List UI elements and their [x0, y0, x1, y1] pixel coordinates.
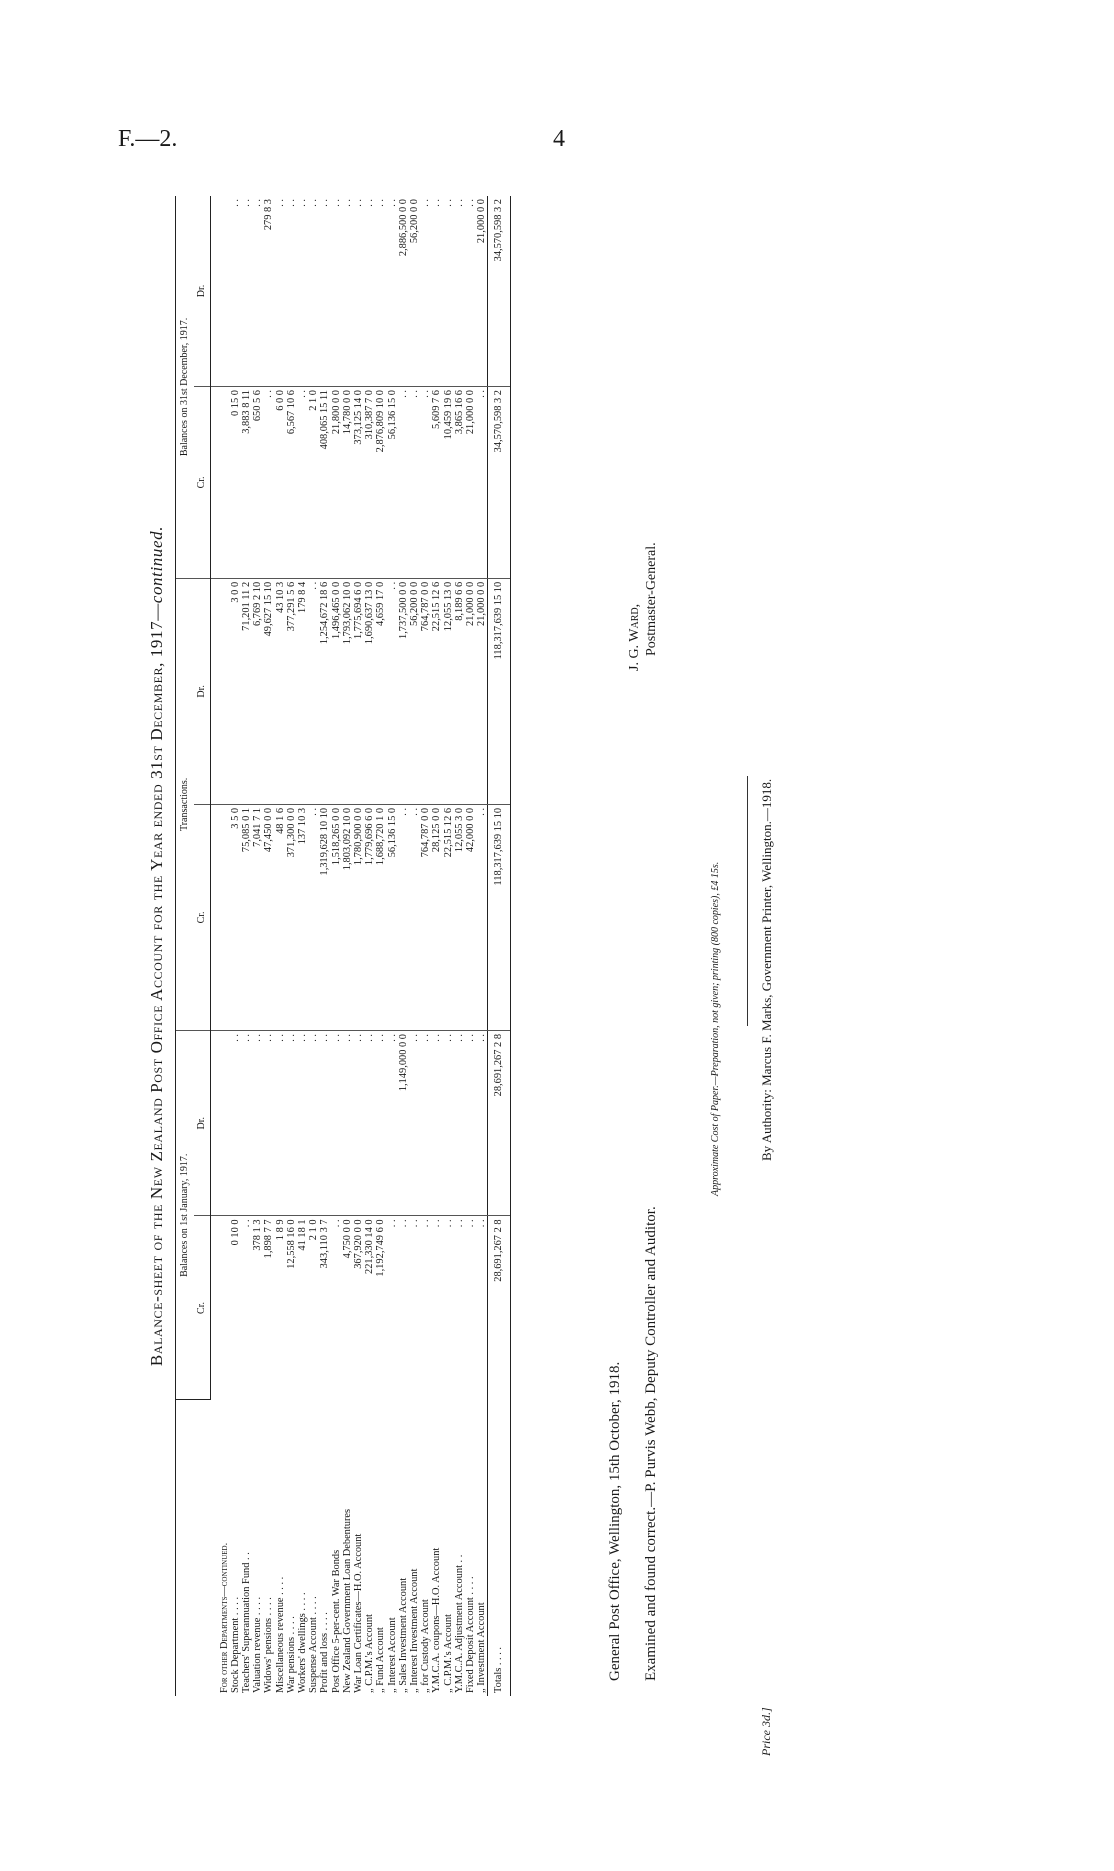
row-label: Y.M.C.A. Adjustment Account . .: [453, 1554, 465, 1693]
amount-cell: . .: [476, 1030, 488, 1215]
row-label: „ Interest Account: [386, 1617, 398, 1693]
amount-cell: 1,688,720 1 0: [375, 804, 386, 1030]
amount-cell: . .: [342, 1030, 353, 1215]
amount-cell: 1,737,500 0 0: [398, 578, 409, 804]
amount-cell: 21,000 0 0: [476, 578, 488, 804]
amount-cell: . .: [330, 1219, 342, 1228]
subheader-cr: Cr.: [194, 1216, 211, 1400]
total-amount: 118,317,639 15 10: [488, 804, 510, 1030]
page-number: 4: [553, 126, 565, 152]
amount-cell: . .: [464, 1219, 476, 1228]
amount-cell: . .: [420, 1030, 431, 1215]
group-header-transactions: Transactions.: [176, 578, 195, 1030]
amount-cell: . .: [319, 196, 330, 387]
amount-cell: [211, 196, 230, 387]
amount-cell: . .: [230, 196, 241, 387]
amount-cell: 367,920 0 0: [352, 1219, 364, 1269]
amount-cell: . .: [386, 1219, 398, 1228]
amount-cell: 71,201 11 2: [241, 578, 252, 804]
amount-cell: . .: [420, 196, 431, 387]
row-label: „ Investment Account: [476, 1602, 488, 1693]
amount-cell: 42,000 0 0: [465, 804, 476, 1030]
office-date-line: General Post Office, Wellington, 15th October, 1918.: [607, 1361, 623, 1681]
subheader-cr: Cr.: [194, 387, 211, 579]
amount-cell: 764,787 0 0: [420, 578, 431, 804]
totals-row: [488, 196, 510, 1696]
total-amount: 28,691,267 2 8: [488, 1216, 510, 1400]
amount-cell: . .: [398, 804, 409, 1030]
amount-cell: 1,149,000 0 0: [398, 1030, 409, 1215]
total-amount: 28,691,267 2 8: [488, 1030, 510, 1215]
amount-cell: . .: [353, 196, 364, 387]
amount-cell: . .: [443, 1030, 454, 1215]
amount-cell: . .: [465, 196, 476, 387]
amount-cell: . .: [353, 1030, 364, 1215]
row-label: For other Departments—continued.: [218, 1542, 230, 1693]
subheader-dr: Dr.: [194, 196, 211, 387]
table-row: [375, 196, 386, 1696]
amount-cell: . .: [297, 196, 308, 387]
amount-cell: 2 1 0: [308, 1219, 320, 1241]
table-row: [308, 196, 319, 1696]
amount-cell: . .: [375, 1030, 386, 1215]
amount-cell: 764,787 0 0: [420, 804, 431, 1030]
amount-cell: 56,200 0 0: [409, 578, 420, 804]
amount-cell: . .: [275, 1030, 286, 1215]
amount-cell: 1,496,465 0 0: [331, 578, 342, 804]
table-row: [398, 196, 409, 1696]
amount-cell: . .: [319, 1030, 330, 1215]
amount-cell: 3 0 0: [230, 578, 241, 804]
amount-cell: . .: [431, 1030, 442, 1215]
amount-cell: . .: [240, 1219, 252, 1228]
amount-cell: 7,041 7 1: [252, 804, 263, 1030]
amount-cell: . .: [308, 804, 319, 1030]
amount-cell: . .: [241, 196, 252, 387]
amount-cell: . .: [465, 1030, 476, 1215]
amount-cell: . .: [409, 387, 420, 579]
amount-cell: . .: [476, 804, 488, 1030]
table-row: [211, 196, 230, 1696]
row-label: „ Sales Investment Account: [397, 1577, 409, 1693]
amount-cell: . .: [241, 1030, 252, 1215]
row-label: Suspense Account . . . .: [308, 1596, 320, 1693]
document-reference: F.—2.: [118, 126, 178, 152]
particulars-header: [176, 1400, 211, 1696]
amount-cell: . .: [263, 1030, 274, 1215]
amount-cell: . .: [263, 387, 274, 579]
amount-cell: . .: [420, 1219, 432, 1228]
amount-cell: . .: [286, 1030, 297, 1215]
amount-cell: 49,627 15 10: [263, 578, 274, 804]
examined-line: Examined and found correct.—P. Purvis Webb, Deputy Controller and Auditor.: [643, 1206, 659, 1681]
row-label: Teachers' Superannuation Fund . .: [240, 1552, 252, 1693]
table-row: [263, 196, 274, 1696]
amount-cell: 43 10 3: [275, 578, 286, 804]
amount-cell: . .: [252, 196, 263, 387]
amount-cell: [211, 804, 230, 1030]
row-label: Post Office 5-per-cent. War Bonds: [330, 1549, 342, 1693]
amount-cell: 650 5 6: [252, 387, 263, 579]
amount-cell: 21,000 0 0: [465, 578, 476, 804]
amount-cell: 1,319,628 10 10: [319, 804, 330, 1030]
amount-cell: [211, 1030, 230, 1215]
amount-cell: . .: [443, 196, 454, 387]
title-continued: continued.: [147, 525, 166, 604]
amount-cell: 371,300 0 0: [286, 804, 297, 1030]
table-row: [319, 196, 330, 1696]
table-row: [297, 196, 308, 1696]
amount-cell: 22,515 12 6: [443, 804, 454, 1030]
row-label: Workers' dwellings . . . .: [296, 1592, 308, 1693]
table-row: [364, 196, 375, 1696]
table-row: [443, 196, 454, 1696]
table-row: [252, 196, 263, 1696]
amount-cell: 221,330 14 0: [364, 1219, 376, 1274]
row-label: War pensions . . . .: [285, 1616, 297, 1693]
table-row: [420, 196, 431, 1696]
amount-cell: . .: [387, 578, 398, 804]
table-row: [331, 196, 342, 1696]
amount-cell: 0 15 0: [230, 387, 241, 579]
row-label: „ C.P.M.'s Account: [442, 1614, 454, 1693]
total-amount: 34,570,598 3 2: [488, 387, 510, 579]
row-label: Miscellaneous revenue . . . .: [274, 1576, 286, 1693]
amount-cell: 1,775,694 6 0: [353, 578, 364, 804]
amount-cell: 0 10 0: [229, 1219, 241, 1246]
authority-line: By Authority: Marcus F. Marks, Government Printer, Wellington.—1918.: [759, 778, 774, 1161]
amount-cell: 56,136 15 0: [387, 804, 398, 1030]
amount-cell: . .: [331, 1030, 342, 1215]
amount-cell: . .: [398, 387, 409, 579]
balance-sheet-table: [175, 196, 511, 1696]
amount-cell: . .: [442, 1219, 454, 1228]
amount-cell: 47,450 0 0: [263, 804, 274, 1030]
row-label: Y.M.C.A. coupons—H.O. Account: [431, 1547, 443, 1693]
amount-cell: 179 8 4: [297, 578, 308, 804]
page-title: [147, 176, 167, 1716]
amount-cell: 3 5 0: [230, 804, 241, 1030]
table-row: [241, 196, 252, 1696]
rotated-balance-sheet: [147, 176, 792, 1756]
amount-cell: . .: [476, 387, 488, 579]
amount-cell: . .: [252, 1030, 263, 1215]
table-row: [454, 196, 465, 1696]
amount-cell: 8,189 6 6: [454, 578, 465, 804]
cost-note: Approximate Cost of Paper.—Preparation, not given; printing (800 copies), £4 15s.: [710, 861, 721, 1196]
amount-cell: . .: [364, 1030, 375, 1215]
row-label: „ C.P.M.'s Account: [364, 1614, 376, 1693]
amount-cell: . .: [453, 1219, 465, 1228]
table-row: [342, 196, 353, 1696]
amount-cell: 1 8 9: [274, 1219, 286, 1241]
amount-cell: 1,779,696 6 0: [364, 804, 375, 1030]
amount-cell: 6,769 2 10: [252, 578, 263, 804]
row-label: „ Fund Account: [375, 1627, 387, 1693]
amount-cell: 48 1 6: [275, 804, 286, 1030]
amount-cell: . .: [275, 196, 286, 387]
amount-cell: 1,898 7 7: [263, 1219, 275, 1259]
amount-cell: 373,125 14 0: [353, 387, 364, 579]
amount-cell: . .: [387, 196, 398, 387]
amount-cell: [211, 578, 230, 804]
amount-cell: 56,200 0 0: [409, 196, 420, 387]
amount-cell: . .: [364, 196, 375, 387]
amount-cell: 4,659 17 0: [375, 578, 386, 804]
amount-cell: . .: [431, 1219, 443, 1228]
table-row: [476, 196, 488, 1696]
row-label: Stock Department . . . .: [229, 1596, 241, 1693]
amount-cell: . .: [297, 1030, 308, 1215]
group-header-closing: Balances on 31st December, 1917.: [176, 196, 195, 578]
amount-cell: 75,085 0 1: [241, 804, 252, 1030]
amount-cell: . .: [408, 1219, 420, 1228]
total-amount: 34,570,598 3 2: [488, 196, 510, 387]
amount-cell: . .: [308, 1030, 319, 1215]
row-label: War Loan Certificates—H.O. Account: [352, 1533, 364, 1693]
amount-cell: 2,886,500 0 0: [398, 196, 409, 387]
subheader-cr: Cr.: [194, 804, 211, 1030]
amount-cell: . .: [308, 196, 319, 387]
amount-cell: 22,515 12 6: [431, 578, 442, 804]
price-note: Price 3d.]: [759, 1707, 773, 1756]
amount-cell: . .: [409, 1030, 420, 1215]
amount-cell: 343,110 3 7: [319, 1219, 331, 1269]
signer-name: J. G. Ward,: [627, 603, 642, 671]
amount-cell: 12,055 3 0: [454, 804, 465, 1030]
group-header-opening: Balances on 1st January, 1917.: [176, 1030, 195, 1400]
amount-cell: 12,055 13 0: [443, 578, 454, 804]
amount-cell: [211, 387, 230, 579]
amount-cell: 21,800 0 0: [331, 387, 342, 579]
table-row: [409, 196, 420, 1696]
amount-cell: 4,750 0 0: [341, 1219, 353, 1259]
amount-cell: . .: [454, 1030, 465, 1215]
amount-cell: [211, 1216, 230, 1400]
row-label: „ Interest Investment Account: [408, 1568, 420, 1693]
signer-title: Postmaster-General.: [644, 542, 659, 656]
amount-cell: 279 8 3: [263, 196, 274, 387]
row-label: Valuation revenue . . . .: [252, 1596, 264, 1693]
amount-cell: . .: [431, 196, 442, 387]
amount-cell: . .: [397, 1219, 409, 1228]
amount-cell: 41 18 1: [296, 1219, 308, 1251]
row-label: Fixed Deposit Account . . . .: [464, 1576, 476, 1693]
table-row: [230, 196, 241, 1696]
amount-cell: 1,793,062 10 0: [342, 578, 353, 804]
amount-cell: 2 1 0: [308, 387, 319, 579]
table-row: [286, 196, 297, 1696]
amount-cell: . .: [476, 1219, 488, 1228]
totals-label: Totals . . . .: [488, 1400, 510, 1696]
amount-cell: 1,518,265 0 0: [331, 804, 342, 1030]
amount-cell: 408,065 15 11: [319, 387, 330, 579]
amount-cell: . .: [387, 1030, 398, 1215]
amount-cell: 137 10 3: [297, 804, 308, 1030]
subheader-dr: Dr.: [194, 1030, 211, 1215]
table-row: [275, 196, 286, 1696]
amount-cell: . .: [308, 578, 319, 804]
amount-cell: 377,291 5 6: [286, 578, 297, 804]
amount-cell: . .: [331, 196, 342, 387]
amount-cell: 12,558 16 0: [285, 1219, 297, 1269]
amount-cell: 3,883 8 11: [241, 387, 252, 579]
total-amount: 118,317,639 15 10: [488, 578, 510, 804]
amount-cell: . .: [409, 804, 420, 1030]
table-body: [211, 196, 511, 1696]
amount-cell: 56,136 15 0: [387, 387, 398, 579]
table-row: [353, 196, 364, 1696]
divider: [747, 776, 748, 1026]
amount-cell: . .: [286, 196, 297, 387]
amount-cell: . .: [342, 196, 353, 387]
row-label: Widows' pensions . . . .: [263, 1597, 275, 1693]
table-row: [431, 196, 442, 1696]
amount-cell: 21,000 0 0: [476, 196, 488, 387]
amount-cell: 1,254,672 18 6: [319, 578, 330, 804]
amount-cell: 21,000 0 0: [465, 387, 476, 579]
row-label: „ for Custody Account: [420, 1599, 432, 1693]
amount-cell: 28,125 0 0: [431, 804, 442, 1030]
amount-cell: 10,459 19 6: [443, 387, 454, 579]
amount-cell: . .: [230, 1030, 241, 1215]
amount-cell: 6,567 10 6: [286, 387, 297, 579]
amount-cell: 3,865 16 6: [454, 387, 465, 579]
amount-cell: 14,780 0 0: [342, 387, 353, 579]
amount-cell: 310,387 7 0: [364, 387, 375, 579]
amount-cell: . .: [420, 387, 431, 579]
amount-cell: 6 0 0: [275, 387, 286, 579]
amount-cell: . .: [297, 387, 308, 579]
row-label: Profit and loss . . . .: [319, 1612, 331, 1693]
amount-cell: 378 1 3: [252, 1219, 264, 1251]
amount-cell: . .: [454, 196, 465, 387]
amount-cell: 5,609 7 6: [431, 387, 442, 579]
amount-cell: 2,876,809 10 0: [375, 387, 386, 579]
amount-cell: . .: [375, 196, 386, 387]
amount-cell: 1,690,637 13 0: [364, 578, 375, 804]
table-row: [387, 196, 398, 1696]
table-row: [465, 196, 476, 1696]
subheader-dr: Dr.: [194, 578, 211, 804]
amount-cell: 1,192,749 6 0: [375, 1219, 387, 1277]
amount-cell: 1,780,900 0 0: [353, 804, 364, 1030]
title-main: Balance-sheet of the New Zealand Post Office Account for the Year ended 31st December, 1917—: [147, 603, 166, 1367]
row-label: New Zealand Government Loan Debentures: [341, 1508, 353, 1693]
amount-cell: 1,803,092 10 0: [342, 804, 353, 1030]
